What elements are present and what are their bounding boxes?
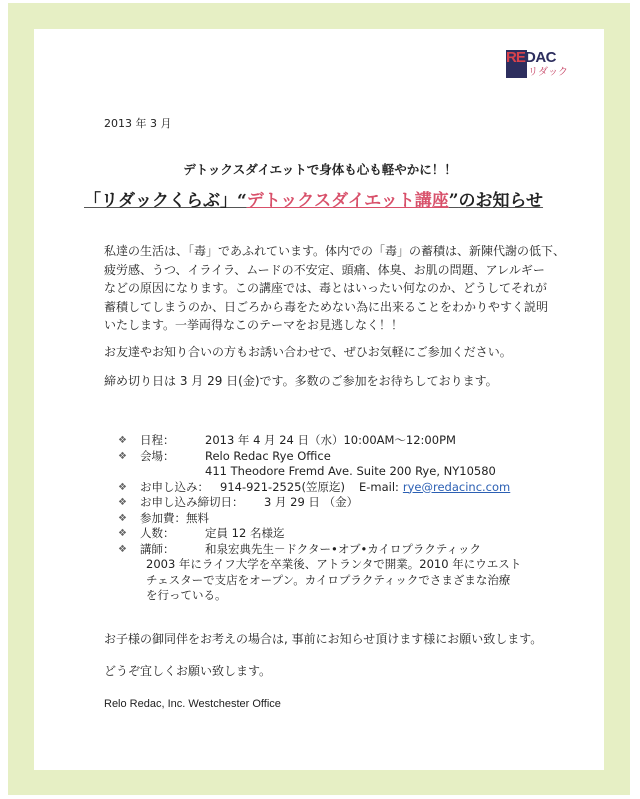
detail-label: 参加費： (140, 510, 186, 525)
detail-value: 和泉宏典先生－ドクター•オブ•カイロプラクティック (205, 541, 481, 556)
detail-value: 3 月 29 日 （金） (264, 495, 359, 509)
intro-line: 蓄積してしまうのか、日ごろから毒をためない為に出来ることをわかりやすく説明 (104, 299, 549, 314)
instructor-bio-line: を行っている。 (146, 588, 227, 602)
deadline-note: 締め切り日は 3 月 29 日(金)です。多数のご参加をお待ちしております。 (104, 374, 498, 388)
invite-text: お友達やお知り合いの方もお誘い合わせで、ぜひお気軽にご参加ください。 (104, 345, 512, 359)
detail-value: 2013 年 4 月 24 日（水）10:00AM～12:00PM (205, 433, 456, 447)
document-page (34, 29, 604, 770)
instructor-bio-line: チェスターで支店をオープン。カイロプラクティックでさまざまな治療 (146, 572, 511, 587)
intro-paragraph (104, 242, 565, 335)
detail-value: Relo Redac Rye Office (205, 448, 331, 463)
detail-capacity (118, 526, 521, 542)
detail-fee (118, 511, 521, 527)
title-course-name: デトックスダイエット講座 (246, 191, 449, 211)
signature: Relo Redac, Inc. Westchester Office (104, 698, 281, 710)
intro-line: 私達の生活は、「毒」であふれています。体内での「毒」の蓄積は、新陳代謝の低下、 (104, 244, 566, 258)
detail-label: 講師： (140, 541, 175, 556)
detail-value: 定員 12 名様迄 (205, 526, 285, 540)
document-title (84, 190, 543, 212)
detail-apply (118, 480, 521, 496)
diamond-bullet-icon: ❖ (118, 543, 127, 555)
detail-venue (118, 449, 521, 465)
redac-logo (506, 50, 566, 78)
title-club-name: 「リダックくらぶ」 (84, 191, 237, 211)
detail-label: 人数： (140, 526, 175, 540)
title-tail: のお知らせ (458, 191, 544, 211)
detail-label: お申し込み： (140, 479, 209, 494)
regards-text: どうぞ宜しくお願い致します。 (104, 664, 272, 678)
detail-label: 日程： (140, 433, 175, 447)
intro-line: 疲労感、うつ、イライラ、ムードの不安定、頭痛、体臭、お肌の問題、アレルギー (104, 262, 545, 277)
detail-label: お申し込み締切日： (140, 495, 244, 509)
detail-apply-deadline (118, 495, 521, 511)
diamond-bullet-icon: ❖ (118, 435, 127, 446)
intro-line: いたします。一挙両得なこのテーマをお見逃しなく！！ (104, 318, 404, 332)
email-link[interactable]: rye@redacinc.com (402, 479, 511, 494)
diamond-bullet-icon: ❖ (118, 528, 127, 539)
detail-schedule (118, 433, 521, 449)
children-note: お子様の御同伴をお考えの場合は, 事前にお知らせ頂けます様にお願い致します。 (104, 632, 543, 646)
event-details-list (118, 433, 521, 604)
title-close-quote: ” (448, 191, 459, 211)
logo-kana: リダック (528, 67, 568, 78)
logo-re: RE (506, 49, 525, 66)
intro-line: などの原因になります。この講座では、毒とはいったい何なのか、どうしてそれが (104, 281, 548, 295)
apply-phone: 914-921-2525(笠原迄) (220, 479, 345, 494)
instructor-bio-line: 2003 年にライフ大学を卒業後、アトランタで開業。2010 年にウエスト (146, 557, 522, 571)
diamond-bullet-icon: ❖ (118, 450, 127, 462)
diamond-bullet-icon: ❖ (118, 497, 127, 508)
detail-instructor (118, 542, 521, 558)
logo-dac: DAC (525, 49, 556, 66)
detail-label: 会場： (140, 448, 175, 463)
diamond-bullet-icon: ❖ (118, 512, 127, 524)
document-date: 2013 年 3 月 (104, 117, 172, 130)
detail-value: 無料 (186, 510, 209, 525)
venue-address: 411 Theodore Fremd Ave. Suite 200 Rye, NY10580 (205, 464, 496, 478)
email-label: E-mail: (358, 479, 399, 494)
document-subtitle: デトックスダイエットで身体も心も軽やかに！！ (183, 162, 457, 177)
title-open-quote: “ (237, 191, 247, 211)
diamond-bullet-icon: ❖ (118, 481, 127, 493)
